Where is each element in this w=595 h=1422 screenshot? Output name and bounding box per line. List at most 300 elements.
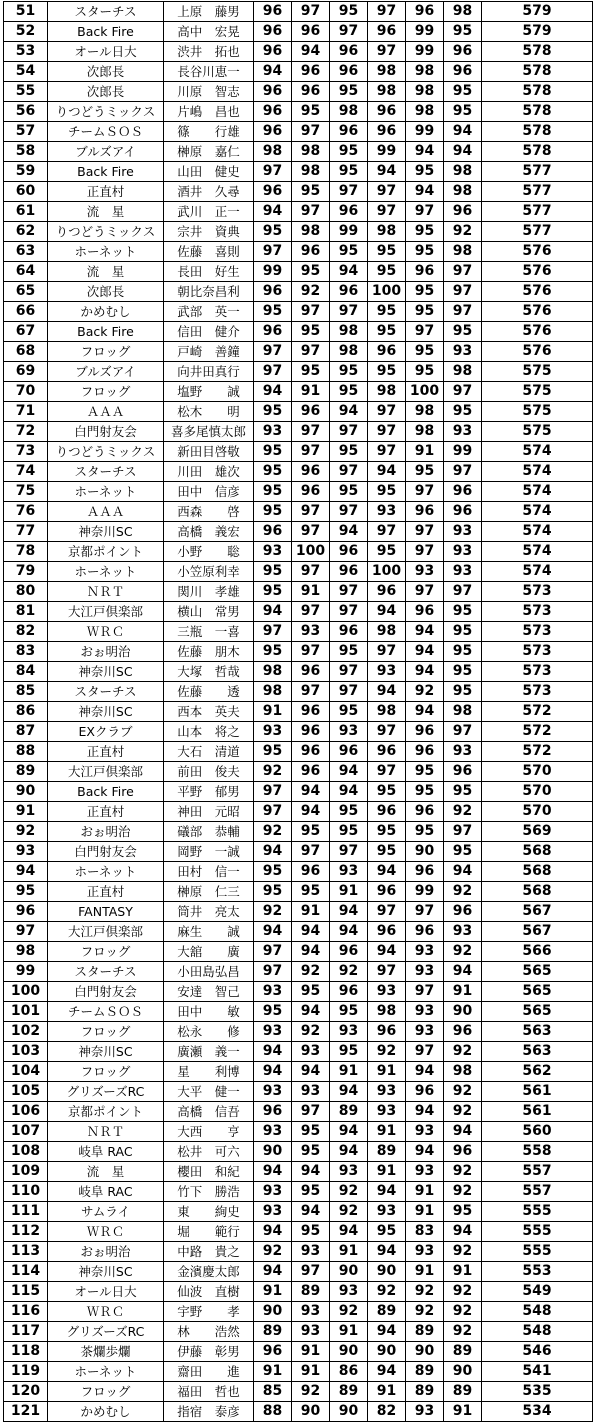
score-cell-2: 91	[292, 382, 330, 402]
score-cell-4: 92	[368, 1042, 406, 1062]
score-cell-1: 97	[254, 622, 292, 642]
score-cell-5: 89	[406, 1322, 444, 1342]
name-cell: 西森 啓	[164, 502, 254, 522]
name-cell: 田村 信一	[164, 862, 254, 882]
total-cell: 574	[482, 502, 593, 522]
table-row	[4, 1322, 593, 1342]
score-cell-6: 90	[444, 1002, 482, 1022]
score-cell-4: 97	[368, 42, 406, 62]
team-cell: ホーネット	[48, 562, 164, 582]
score-cell-4: 91	[368, 1382, 406, 1402]
name-cell: 酒井 久尋	[164, 182, 254, 202]
team-cell: ＡＡＡ	[48, 402, 164, 422]
score-cell-4: 94	[368, 942, 406, 962]
score-cell-1: 94	[254, 1162, 292, 1182]
table-row	[4, 1182, 593, 1202]
score-cell-1: 98	[254, 142, 292, 162]
score-cell-2: 97	[292, 502, 330, 522]
score-cell-1: 95	[254, 502, 292, 522]
score-cell-3: 97	[330, 22, 368, 42]
rank-cell: 118	[4, 1342, 48, 1362]
table-row	[4, 222, 593, 242]
table-row	[4, 1242, 593, 1262]
score-cell-4: 89	[368, 1142, 406, 1162]
score-cell-2: 97	[292, 642, 330, 662]
score-cell-6: 92	[444, 1242, 482, 1262]
score-cell-2: 91	[292, 582, 330, 602]
score-cell-3: 97	[330, 182, 368, 202]
rank-cell: 113	[4, 1242, 48, 1262]
score-cell-4: 98	[368, 622, 406, 642]
score-cell-4: 93	[368, 1102, 406, 1122]
team-cell: 茶爛歩爛	[48, 1342, 164, 1362]
score-cell-5: 90	[406, 842, 444, 862]
total-cell: 574	[482, 562, 593, 582]
score-cell-1: 91	[254, 702, 292, 722]
score-cell-6: 95	[444, 782, 482, 802]
rank-cell: 61	[4, 202, 48, 222]
table-row	[4, 842, 593, 862]
table-row	[4, 1342, 593, 1362]
rank-cell: 68	[4, 342, 48, 362]
score-cell-5: 94	[406, 1142, 444, 1162]
total-cell: 572	[482, 722, 593, 742]
score-cell-2: 96	[292, 82, 330, 102]
score-cell-4: 96	[368, 122, 406, 142]
rank-cell: 57	[4, 122, 48, 142]
score-cell-1: 94	[254, 202, 292, 222]
score-cell-6: 91	[444, 1262, 482, 1282]
team-cell: 正直村	[48, 882, 164, 902]
score-cell-3: 86	[330, 1362, 368, 1382]
rank-cell: 95	[4, 882, 48, 902]
rank-cell: 85	[4, 682, 48, 702]
name-cell: 安達 智己	[164, 982, 254, 1002]
score-cell-6: 92	[444, 882, 482, 902]
rank-cell: 111	[4, 1202, 48, 1222]
team-cell: おぉ明治	[48, 642, 164, 662]
rank-cell: 52	[4, 22, 48, 42]
score-cell-1: 95	[254, 862, 292, 882]
score-cell-2: 97	[292, 342, 330, 362]
score-cell-1: 97	[254, 342, 292, 362]
score-cell-2: 95	[292, 882, 330, 902]
score-cell-1: 91	[254, 1282, 292, 1302]
total-cell: 577	[482, 202, 593, 222]
total-cell: 579	[482, 22, 593, 42]
name-cell: 齋田 進	[164, 1362, 254, 1382]
score-cell-1: 95	[254, 402, 292, 422]
score-cell-3: 95	[330, 2, 368, 22]
name-cell: 松木 明	[164, 402, 254, 422]
score-cell-2: 93	[292, 622, 330, 642]
name-cell: 松永 修	[164, 1022, 254, 1042]
score-cell-2: 95	[292, 1182, 330, 1202]
name-cell: 佐藤 喜則	[164, 242, 254, 262]
total-cell: 574	[482, 522, 593, 542]
score-cell-5: 96	[406, 802, 444, 822]
score-cell-4: 96	[368, 22, 406, 42]
total-cell: 576	[482, 262, 593, 282]
score-cell-2: 100	[292, 542, 330, 562]
score-cell-3: 94	[330, 762, 368, 782]
total-cell: 574	[482, 482, 593, 502]
score-cell-6: 96	[444, 1022, 482, 1042]
score-cell-1: 96	[254, 102, 292, 122]
team-cell: 岐阜 RAC	[48, 1142, 164, 1162]
score-cell-1: 94	[254, 1262, 292, 1282]
score-cell-3: 93	[330, 1022, 368, 1042]
score-cell-3: 96	[330, 122, 368, 142]
team-cell: 白門射友会	[48, 422, 164, 442]
table-row	[4, 1282, 593, 1302]
name-cell: 竹下 勝浩	[164, 1182, 254, 1202]
score-cell-3: 94	[330, 522, 368, 542]
score-cell-2: 97	[292, 2, 330, 22]
team-cell: 白門射友会	[48, 982, 164, 1002]
score-cell-4: 100	[368, 562, 406, 582]
score-cell-4: 95	[368, 822, 406, 842]
score-cell-3: 96	[330, 282, 368, 302]
rank-cell: 117	[4, 1322, 48, 1342]
rank-cell: 56	[4, 102, 48, 122]
rank-cell: 106	[4, 1102, 48, 1122]
team-cell: ＡＡＡ	[48, 502, 164, 522]
total-cell: 565	[482, 982, 593, 1002]
score-cell-5: 91	[406, 1262, 444, 1282]
score-cell-4: 94	[368, 1362, 406, 1382]
table-row	[4, 942, 593, 962]
total-cell: 567	[482, 902, 593, 922]
table-row	[4, 982, 593, 1002]
score-cell-6: 96	[444, 482, 482, 502]
score-cell-6: 92	[444, 1302, 482, 1322]
score-cell-1: 91	[254, 1362, 292, 1382]
score-cell-2: 97	[292, 422, 330, 442]
score-cell-5: 93	[406, 942, 444, 962]
table-row	[4, 1122, 593, 1142]
name-cell: 西本 英夫	[164, 702, 254, 722]
score-cell-6: 93	[444, 922, 482, 942]
score-cell-1: 97	[254, 162, 292, 182]
score-cell-5: 93	[406, 962, 444, 982]
score-cell-5: 93	[406, 1122, 444, 1142]
score-cell-4: 97	[368, 202, 406, 222]
table-row	[4, 442, 593, 462]
score-cell-6: 98	[444, 1062, 482, 1082]
total-cell: 541	[482, 1362, 593, 1382]
score-cell-1: 97	[254, 782, 292, 802]
table-row	[4, 782, 593, 802]
score-cell-1: 95	[254, 462, 292, 482]
table-row	[4, 1102, 593, 1122]
score-cell-1: 92	[254, 1242, 292, 1262]
score-cell-2: 96	[292, 462, 330, 482]
score-cell-3: 95	[330, 802, 368, 822]
score-cell-3: 98	[330, 342, 368, 362]
score-cell-1: 90	[254, 1142, 292, 1162]
score-cell-2: 96	[292, 242, 330, 262]
rank-cell: 100	[4, 982, 48, 1002]
score-cell-5: 94	[406, 1062, 444, 1082]
score-cell-6: 91	[444, 982, 482, 1002]
score-cell-4: 94	[368, 602, 406, 622]
table-row	[4, 722, 593, 742]
total-cell: 577	[482, 222, 593, 242]
score-cell-2: 97	[292, 842, 330, 862]
rank-cell: 76	[4, 502, 48, 522]
name-cell: 大平 健一	[164, 1082, 254, 1102]
score-cell-5: 97	[406, 1042, 444, 1062]
name-cell: 三瓶 一喜	[164, 622, 254, 642]
rank-cell: 54	[4, 62, 48, 82]
total-cell: 575	[482, 382, 593, 402]
table-row	[4, 1022, 593, 1042]
score-cell-3: 95	[330, 442, 368, 462]
score-cell-1: 96	[254, 22, 292, 42]
total-cell: 553	[482, 1262, 593, 1282]
team-cell: EXクラブ	[48, 722, 164, 742]
score-cell-2: 92	[292, 962, 330, 982]
score-cell-3: 93	[330, 862, 368, 882]
score-cell-6: 97	[444, 282, 482, 302]
score-cell-3: 93	[330, 1282, 368, 1302]
rank-cell: 80	[4, 582, 48, 602]
name-cell: 仙波 直樹	[164, 1282, 254, 1302]
name-cell: 佐藤 朋木	[164, 642, 254, 662]
table-row	[4, 702, 593, 722]
score-cell-2: 97	[292, 1102, 330, 1122]
score-cell-4: 91	[368, 1162, 406, 1182]
rank-cell: 67	[4, 322, 48, 342]
score-cell-2: 96	[292, 702, 330, 722]
name-cell: 佐藤 透	[164, 682, 254, 702]
score-cell-4: 99	[368, 142, 406, 162]
score-cell-4: 97	[368, 962, 406, 982]
table-row	[4, 1222, 593, 1242]
score-cell-2: 95	[292, 982, 330, 1002]
score-cell-5: 92	[406, 1302, 444, 1322]
score-cell-2: 95	[292, 822, 330, 842]
name-cell: 高中 宏晃	[164, 22, 254, 42]
score-cell-3: 91	[330, 1242, 368, 1262]
table-row	[4, 602, 593, 622]
score-cell-3: 96	[330, 942, 368, 962]
score-cell-6: 95	[444, 662, 482, 682]
score-cell-1: 88	[254, 1402, 292, 1422]
team-cell: 神奈川SC	[48, 522, 164, 542]
score-cell-5: 95	[406, 762, 444, 782]
name-cell: 田中 信彦	[164, 482, 254, 502]
total-cell: 570	[482, 802, 593, 822]
rank-cell: 112	[4, 1222, 48, 1242]
score-cell-2: 94	[292, 1062, 330, 1082]
name-cell: 朝比奈昌利	[164, 282, 254, 302]
score-cell-5: 83	[406, 1222, 444, 1242]
score-cell-2: 93	[292, 1242, 330, 1262]
table-row	[4, 462, 593, 482]
score-cell-1: 85	[254, 1382, 292, 1402]
score-cell-1: 92	[254, 822, 292, 842]
score-cell-2: 97	[292, 682, 330, 702]
rank-cell: 82	[4, 622, 48, 642]
total-cell: 578	[482, 62, 593, 82]
rank-cell: 110	[4, 1182, 48, 1202]
score-cell-5: 95	[406, 302, 444, 322]
score-cell-4: 96	[368, 102, 406, 122]
team-cell: りつどうミックス	[48, 102, 164, 122]
rank-cell: 64	[4, 262, 48, 282]
score-cell-2: 98	[292, 222, 330, 242]
score-cell-6: 92	[444, 942, 482, 962]
score-cell-6: 97	[444, 262, 482, 282]
team-cell: ホーネット	[48, 242, 164, 262]
name-cell: 大西 亨	[164, 1122, 254, 1142]
total-cell: 561	[482, 1102, 593, 1122]
score-cell-2: 97	[292, 442, 330, 462]
score-cell-3: 96	[330, 62, 368, 82]
score-cell-3: 93	[330, 722, 368, 742]
total-cell: 548	[482, 1322, 593, 1342]
name-cell: 塩野 誠	[164, 382, 254, 402]
total-cell: 534	[482, 1402, 593, 1422]
name-cell: 金濱慶太郎	[164, 1262, 254, 1282]
table-row	[4, 1002, 593, 1022]
score-cell-3: 94	[330, 1222, 368, 1242]
score-cell-3: 96	[330, 202, 368, 222]
score-cell-4: 93	[368, 982, 406, 1002]
team-cell: 次郎長	[48, 282, 164, 302]
score-cell-5: 99	[406, 22, 444, 42]
total-cell: 575	[482, 362, 593, 382]
score-cell-5: 93	[406, 1002, 444, 1022]
total-cell: 576	[482, 322, 593, 342]
score-cell-4: 97	[368, 182, 406, 202]
score-cell-6: 92	[444, 1162, 482, 1182]
score-cell-5: 96	[406, 2, 444, 22]
team-cell: 流 星	[48, 202, 164, 222]
team-cell: りつどうミックス	[48, 442, 164, 462]
name-cell: 宗井 資典	[164, 222, 254, 242]
total-cell: 548	[482, 1302, 593, 1322]
score-cell-5: 94	[406, 662, 444, 682]
score-cell-1: 98	[254, 662, 292, 682]
total-cell: 578	[482, 42, 593, 62]
score-cell-1: 96	[254, 182, 292, 202]
score-cell-1: 95	[254, 562, 292, 582]
table-row	[4, 1142, 593, 1162]
table-row	[4, 542, 593, 562]
team-cell: グリズーズRC	[48, 1082, 164, 1102]
rank-cell: 69	[4, 362, 48, 382]
total-cell: 560	[482, 1122, 593, 1142]
team-cell: 正直村	[48, 802, 164, 822]
score-cell-5: 93	[406, 1162, 444, 1182]
rank-cell: 63	[4, 242, 48, 262]
score-cell-1: 95	[254, 742, 292, 762]
score-cell-6: 92	[444, 1082, 482, 1102]
score-cell-6: 90	[444, 1362, 482, 1382]
rank-cell: 116	[4, 1302, 48, 1322]
score-cell-3: 98	[330, 102, 368, 122]
team-cell: 大江戸倶楽部	[48, 922, 164, 942]
team-cell: りつどうミックス	[48, 222, 164, 242]
score-cell-1: 96	[254, 322, 292, 342]
team-cell: ＮＲＴ	[48, 1122, 164, 1142]
score-cell-5: 96	[406, 262, 444, 282]
score-cell-3: 95	[330, 142, 368, 162]
name-cell: 宇野 孝	[164, 1302, 254, 1322]
total-cell: 546	[482, 1342, 593, 1362]
score-cell-6: 89	[444, 1342, 482, 1362]
score-cell-3: 94	[330, 402, 368, 422]
score-cell-1: 94	[254, 382, 292, 402]
score-cell-2: 94	[292, 802, 330, 822]
score-cell-6: 98	[444, 2, 482, 22]
score-cell-5: 91	[406, 1182, 444, 1202]
score-cell-4: 94	[368, 462, 406, 482]
score-cell-2: 94	[292, 1202, 330, 1222]
team-cell: スターチス	[48, 462, 164, 482]
total-cell: 565	[482, 962, 593, 982]
table-row	[4, 1382, 593, 1402]
team-cell: ＷＲＣ	[48, 1222, 164, 1242]
name-cell: 山本 将之	[164, 722, 254, 742]
score-cell-1: 93	[254, 1122, 292, 1142]
score-cell-2: 93	[292, 1302, 330, 1322]
team-cell: 岐阜 RAC	[48, 1182, 164, 1202]
score-cell-5: 97	[406, 322, 444, 342]
score-cell-1: 93	[254, 1082, 292, 1102]
results-table	[3, 1, 593, 1422]
score-cell-5: 99	[406, 882, 444, 902]
name-cell: 新田目啓敬	[164, 442, 254, 462]
score-cell-6: 95	[444, 402, 482, 422]
score-cell-2: 96	[292, 62, 330, 82]
team-cell: Back Fire	[48, 22, 164, 42]
name-cell: 前田 俊夫	[164, 762, 254, 782]
name-cell: 渋井 拓也	[164, 42, 254, 62]
total-cell: 576	[482, 342, 593, 362]
score-cell-4: 90	[368, 1262, 406, 1282]
score-cell-5: 94	[406, 1102, 444, 1122]
score-cell-2: 95	[292, 102, 330, 122]
score-cell-2: 96	[292, 862, 330, 882]
total-cell: 574	[482, 542, 593, 562]
team-cell: ブルズアイ	[48, 362, 164, 382]
total-cell: 570	[482, 782, 593, 802]
score-cell-1: 94	[254, 922, 292, 942]
score-cell-4: 100	[368, 282, 406, 302]
score-cell-5: 93	[406, 1022, 444, 1042]
score-cell-4: 94	[368, 1182, 406, 1202]
name-cell: 平野 郁男	[164, 782, 254, 802]
score-cell-6: 96	[444, 502, 482, 522]
total-cell: 575	[482, 402, 593, 422]
team-cell: 神奈川SC	[48, 1042, 164, 1062]
score-cell-6: 94	[444, 142, 482, 162]
rank-cell: 58	[4, 142, 48, 162]
total-cell: 576	[482, 242, 593, 262]
score-cell-5: 96	[406, 1082, 444, 1102]
score-cell-6: 99	[444, 442, 482, 462]
name-cell: 榊原 仁三	[164, 882, 254, 902]
team-cell: FANTASY	[48, 902, 164, 922]
score-cell-2: 92	[292, 1022, 330, 1042]
table-row	[4, 482, 593, 502]
total-cell: 573	[482, 662, 593, 682]
score-cell-5: 97	[406, 982, 444, 1002]
